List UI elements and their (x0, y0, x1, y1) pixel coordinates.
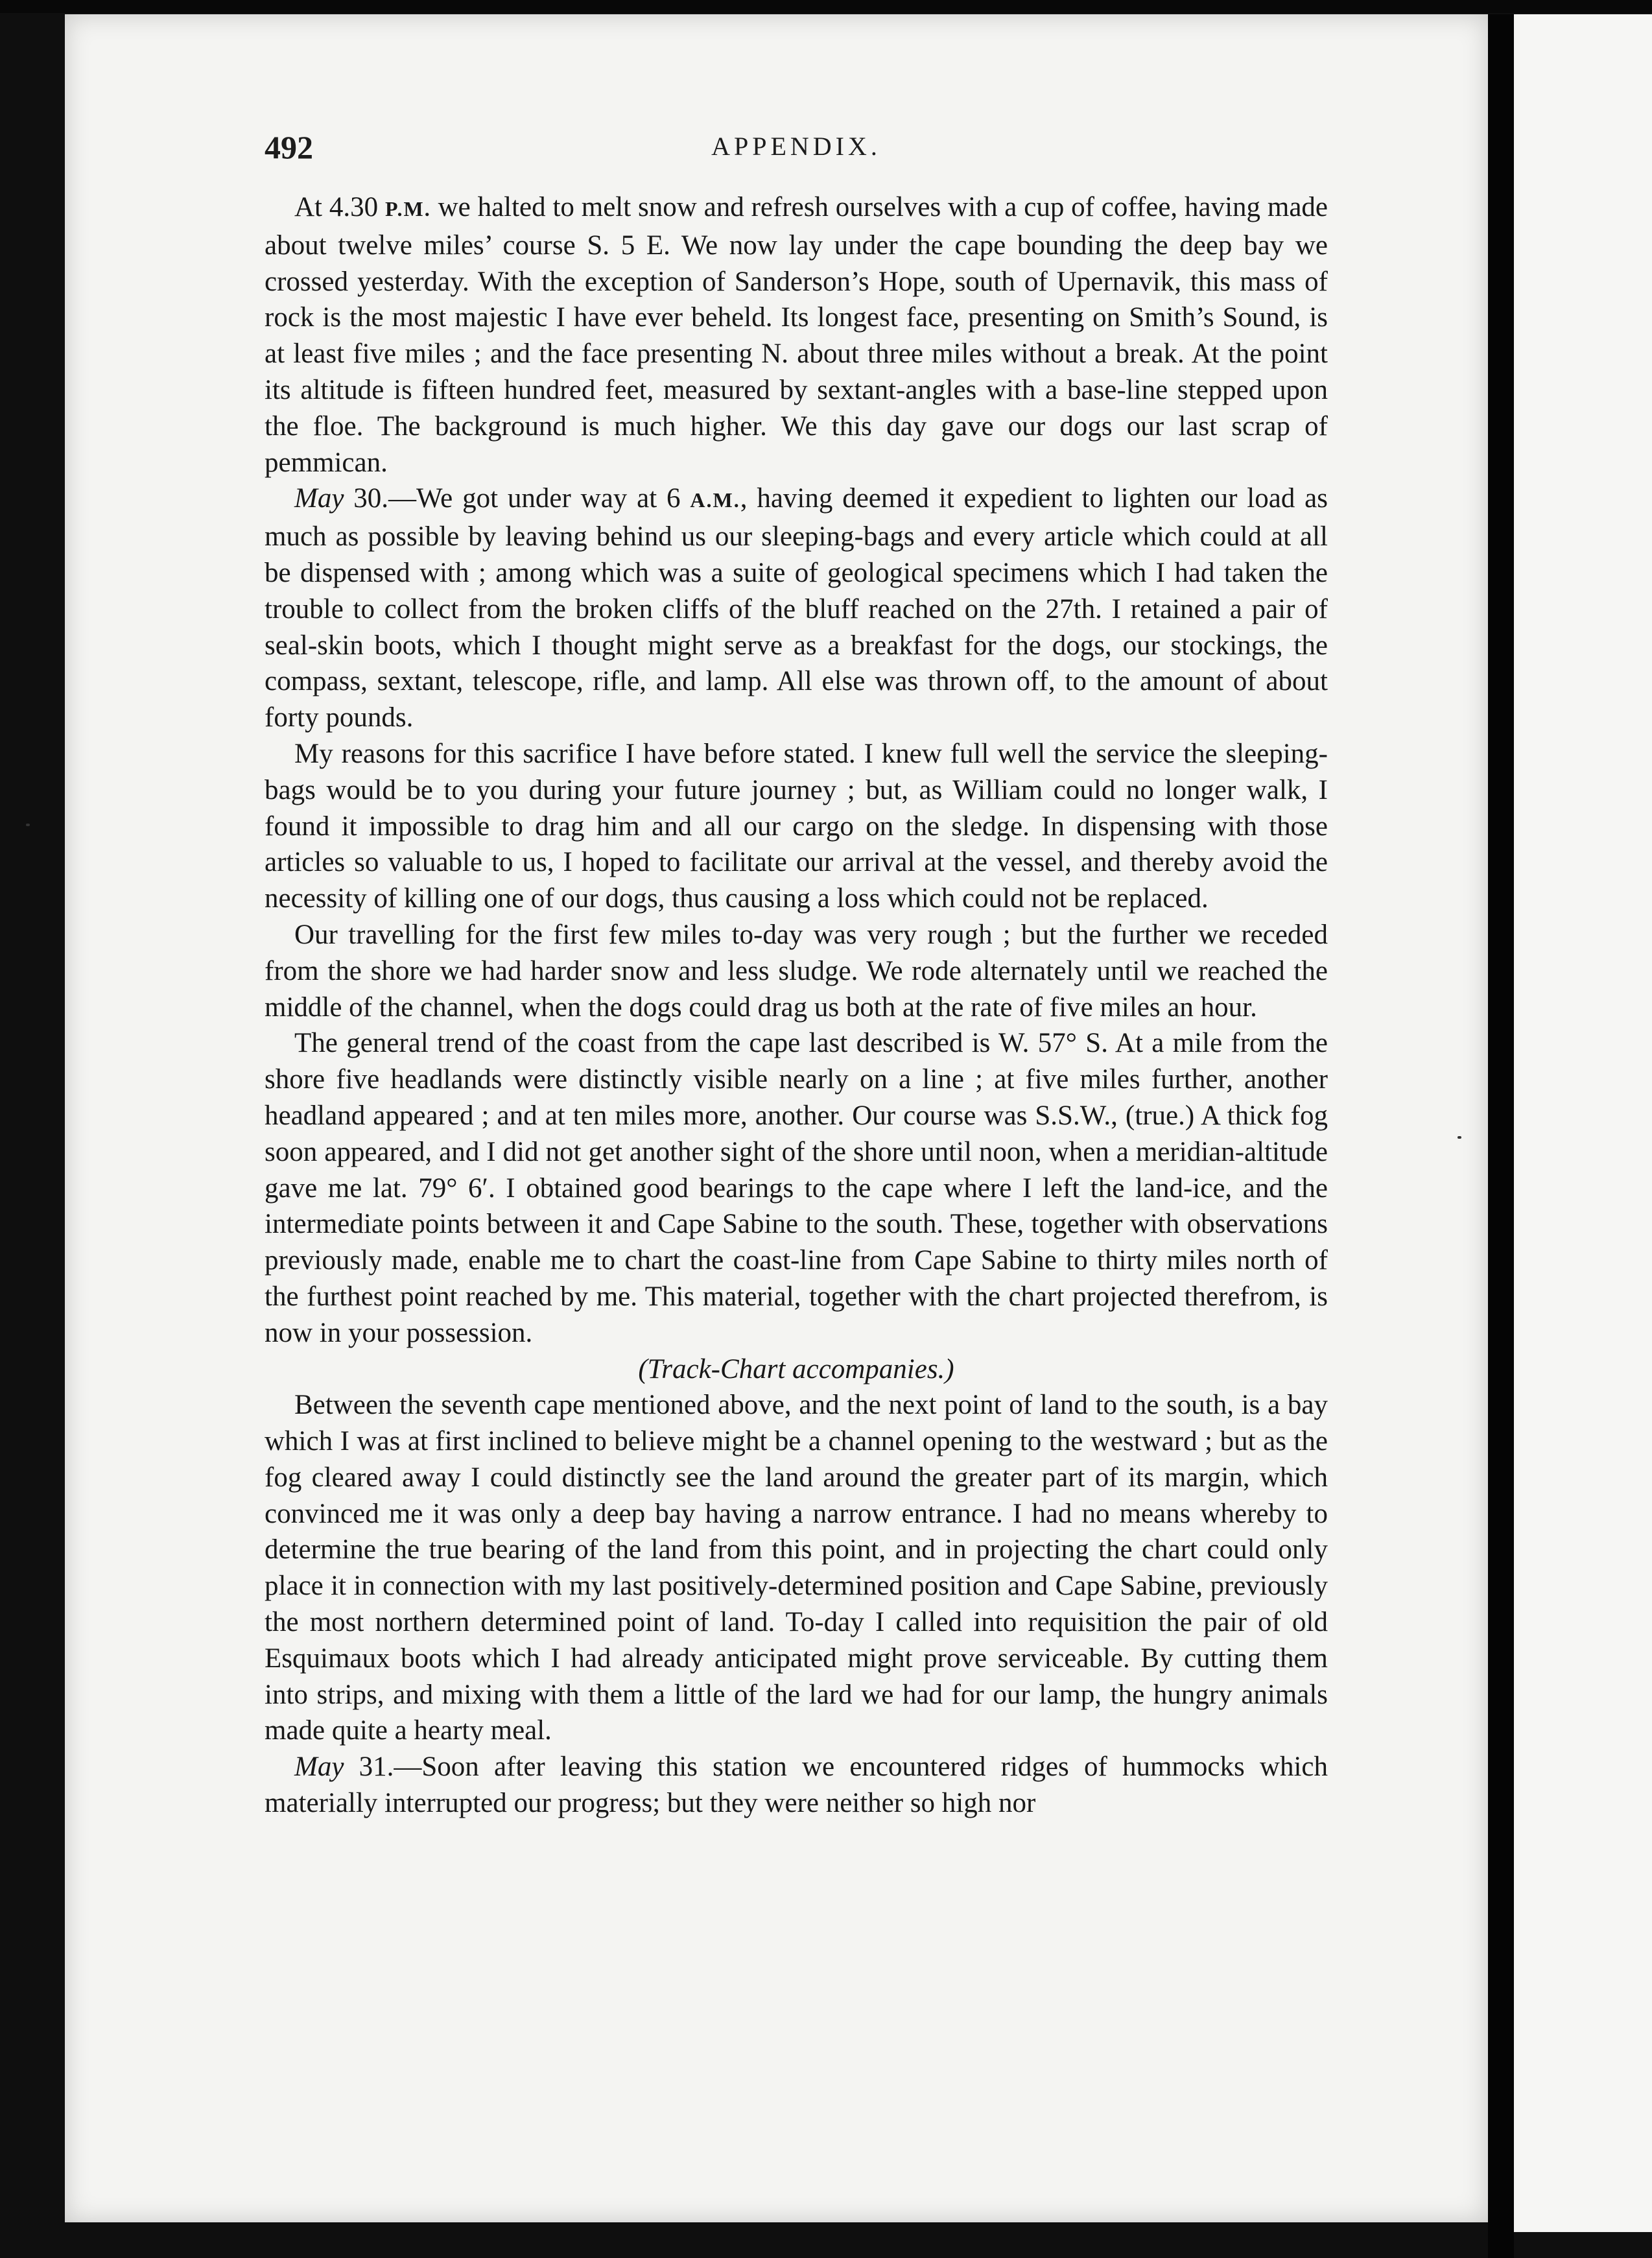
paragraph (265, 189, 1328, 481)
running-title: APPENDIX. (711, 132, 881, 161)
text-run: Between the seventh cape mentioned above, and the next point of land to the south, is a bay which I was at first inclined to believe might be a channel opening to the westward ; but as the fog cleared away I could distinctly see the land around the greater part of its margin, which convinced me it was only a deep bay having a narrow entrance. I had no means whereby to determine the true bearing of the land from this point, and in projecting the chart could only place it in connection with my last positively-determined position and Cape Sabine, previously the most northern determined point of land. To-day I called into requisition the pair of old Esquimaux boots which I had already anticipated might prove serviceable. By cutting them into strips, and mixing with them a little of the lard we had for our lamp, the hungry animals made quite a hearty meal. (265, 1390, 1328, 1746)
text-run: we halted to melt snow and refresh ourselves with a cup of coffee, having made about twelve miles’ course S. 5 E. We now lay under the cape bounding the deep bay we crossed yesterday. With the exception of Sanderson’s Hope, south of Upernavik, this mass of rock is the most majestic I have ever beheld. Its longest face, presenting on Smith’s Sound, is at least five miles ; and the face presenting N. about three miles without a break. At the point its altitude is fifteen hundred feet, measured by sextant-angles with a base-line stepped upon the floe. The background is much higher. We this day gave our dogs our last scrap of pemmican. (265, 192, 1328, 478)
paragraph (265, 736, 1328, 917)
text-run: My reasons for this sacrifice I have before stated. I knew full well the service the sleeping-bags would be to you during your future journey ; but, as William could no longer walk, I found it impossible to drag him and all our cargo on the sledge. In dispensing with those articles so valuable to us, I hoped to facilitate our arrival at the vessel, and thereby avoid the necessity of killing one of our dogs, thus causing a loss which could not be replaced. (265, 738, 1328, 914)
date-label: May (294, 483, 344, 514)
text-run: At 4.30 (294, 192, 385, 222)
scan-speck (1457, 1136, 1461, 1139)
facing-page-edge (1514, 14, 1652, 2232)
text-run: 30.—We got under way at 6 (344, 483, 690, 514)
text-run: 31.—Soon after leaving this station we encountered ridges of hummocks which materially interrupted our progress; but they were neither so high nor (265, 1752, 1328, 1819)
scan-border-top (0, 0, 1652, 13)
time-abbrev: A.M. (690, 488, 740, 512)
date-label: May (294, 1752, 344, 1783)
text-run: , having deemed it expedient to lighten our load as much as possible by leaving behind us our sleeping-bags and every article which could at all be dispensed with ; among which was a suite of geological specimens which I had taken the trouble to collect from the broken cliffs of the bluff reached on the 27th. I retained a pair of seal-skin boots, which I thought might serve as a breakfast for the dogs, our stockings, the compass, sextant, telescope, rifle, and lamp. All else was thrown off, to the amount of about forty pounds. (265, 483, 1328, 733)
paragraph (265, 1749, 1328, 1822)
chart-caption (265, 1351, 1328, 1388)
time-abbrev: P.M. (384, 197, 431, 220)
text-run: (Track-Chart accompanies.) (638, 1353, 954, 1385)
book-gutter (1488, 14, 1514, 2258)
text-run: Our travelling for the first few miles to-day was very rough ; but the further we receded from the shore we had harder snow and less sludge. We rode alternately until we reached the middle of the channel, when the dogs could drag us both at the rate of five miles an hour. (265, 919, 1328, 1023)
running-head (265, 128, 1328, 167)
paragraph (265, 481, 1328, 736)
scan-speck (26, 824, 30, 826)
text-run: The general trend of the coast from the cape last described is W. 57° S. At a mile from the shore five headlands were distinctly visible nearly on a line ; at five miles further, another headland appeared ; and at ten miles more, another. Our course was S.S.W., (true.) A thick fog soon appeared, and I did not get another sight of the shore until noon, when a meridian-altitude gave me lat. 79° 6′. I obtained good bearings to the cape where I left the land-ice, and the intermediate points between it and Cape Sabine to the south. These, together with observations previously made, enable me to chart the coast-line from Cape Sabine to thirty miles north of the furthest point reached by me. This material, together with the chart projected therefrom, is now in your possession. (265, 1028, 1328, 1348)
paragraph (265, 1025, 1328, 1351)
page-number: 492 (265, 129, 313, 165)
body-text (265, 189, 1328, 1822)
paragraph (265, 1387, 1328, 1749)
paragraph (265, 917, 1328, 1025)
